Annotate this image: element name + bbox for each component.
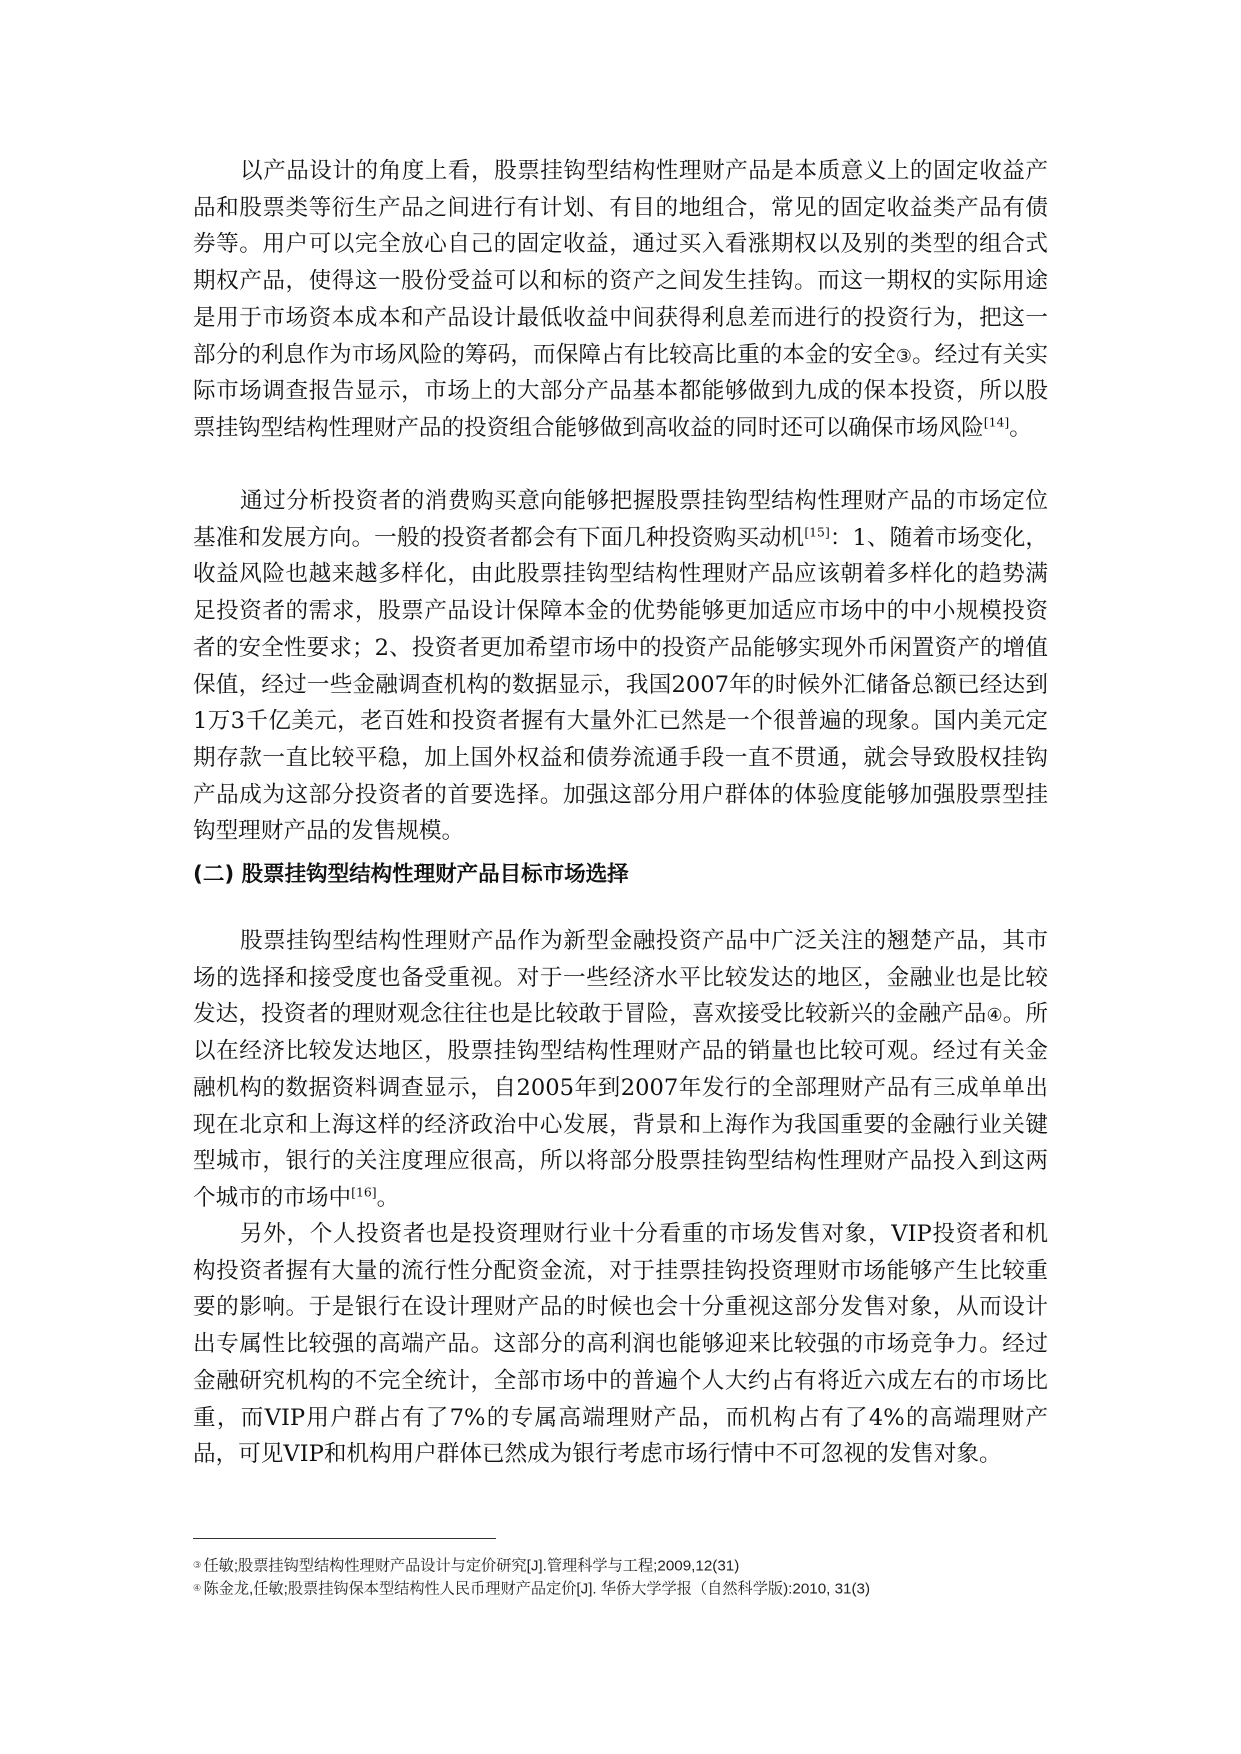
paragraph-text: 另外，个人投资者也是投资理财行业十分看重的市场发售对象，VIP投资者和机构投资者握有大量的流行性分配资金流，对于挂票挂钩投资理财市场能够产生比较重要的影响。于是银行在设计理财产品的时候也会十分重视这部分发售对象，从而设计出专属性比较强的高端产品。这部分的高利润也能够迎来比较强的市场竞争力。经过金融研究机构的不完全统计，全部市场中的普遍个人大约占有将近六成左右的市场比重，而VIP用户群占有了7%的专属高端理财产品，而机构占有了4%的高端理财产品，可见VIP和机构用户群体已然成为银行考虑市场行情中不可忽视的发售对象。 — [193, 1221, 1048, 1468]
paragraph-text: 。所以在经济比较发达地区，股票挂钩型结构性理财产品的销量也比较可观。经过有关金融机构的数据资料调查显示，自2005年到2007年发行的全部理财产品有三成单单出现在北京和上海这样的经济政治中心发展，背景和上海作为我国重要的金融行业关键型城市，银行的关注度理应很高，所以将部分股票挂钩型结构性理财产品投入到这两个城市的市场中 — [193, 1001, 1049, 1211]
footnote-text: 任敏;股票挂钩型结构性理财产品设计与定价研究[J].管理科学与工程;2009,12(31) — [203, 1557, 740, 1575]
footnote-divider — [193, 1538, 496, 1539]
citation-reference: [14] — [983, 414, 1010, 430]
body-paragraph-1 — [193, 153, 1048, 447]
paragraph-text: 。经过有关实际市场调查报告显示，市场上的大部分产品基本都能够做到九成的保本投资，所以股票挂钩型结构性理财产品的投资组合能够做到高收益的同时还可以确保市场风险 — [193, 341, 1049, 441]
body-paragraph-3 — [193, 923, 1048, 1217]
citation-reference: [15] — [804, 524, 830, 540]
paragraph-text: 。 — [376, 1184, 400, 1211]
footnote-marker: ③ — [895, 345, 913, 367]
footnote-marker: ④ — [193, 1582, 202, 1593]
paragraph-text: ：1、随着市场变化，收益风险也越来越多样化，由此股票挂钩型结构性理财产品应该朝着多样化的趋势满足投资者的需求，股票产品设计保障本金的优势能够更加适应市场中的中小规模投资者的安全性要求；2、投资者更加希望市场中的投资产品能够实现外币闲置资产的增值保值，经过一些金融调查机构的数据显示，我国2007年的时候外汇储备总额已经达到1万3千亿美元，老百姓和投资者握有大量外汇已然是一个很普遍的现象。国内美元定期存款一直比较平稳，加上国外权益和债券流通手段一直不贯通，就会导致股权挂钩产品成为这部分投资者的首要选择。加强这部分用户群体的体验度能够加强股票型挂钩型理财产品的发售规模。 — [193, 524, 1049, 845]
footnote-marker: ④ — [986, 1005, 1003, 1027]
footnote-marker: ③ — [193, 1559, 202, 1570]
paragraph-text: 。 — [1009, 414, 1032, 441]
body-paragraph-2 — [193, 483, 1048, 850]
section-heading: (二) 股票挂钩型结构性理财产品目标市场选择 — [193, 862, 629, 887]
citation-reference: [16] — [351, 1184, 377, 1200]
paragraph-text: 股票挂钩型结构性理财产品作为新型金融投资产品中广泛关注的翘楚产品，其市场的选择和接受度也备受重视。对于一些经济水平比较发达的地区，金融业也是比较发达，投资者的理财观念往往也是比较敢于冒险，喜欢接受比较新兴的金融产品 — [193, 928, 1048, 1028]
footnote-2 — [193, 1577, 1073, 1600]
footnote-1 — [193, 1554, 1073, 1577]
paragraph-text: 以产品设计的角度上看，股票挂钩型结构性理财产品是本质意义上的固定收益产品和股票类等衍生产品之间进行有计划、有目的地组合，常见的固定收益类产品有债券等。用户可以完全放心自己的固定收益，通过买入看涨期权以及别的类型的组合式期权产品，使得这一股份受益可以和标的资产之间发生挂钩。而这一期权的实际用途是用于市场资本成本和产品设计最低收益中间获得利息差而进行的投资行为，把这一部分的利息作为市场风险的筹码，而保障占有比较高比重的本金的安全 — [193, 158, 1048, 368]
paragraph-text: 通过分析投资者的消费购买意向能够把握股票挂钩型结构性理财产品的市场定位基准和发展方向。一般的投资者都会有下面几种投资购买动机 — [193, 488, 1048, 551]
footnote-text: 陈金龙,任敏;股票挂钩保本型结构性人民币理财产品定价[J]. 华侨大学学报（自然科学版):2010, 31(3) — [203, 1580, 871, 1598]
body-paragraph-4 — [193, 1216, 1048, 1473]
